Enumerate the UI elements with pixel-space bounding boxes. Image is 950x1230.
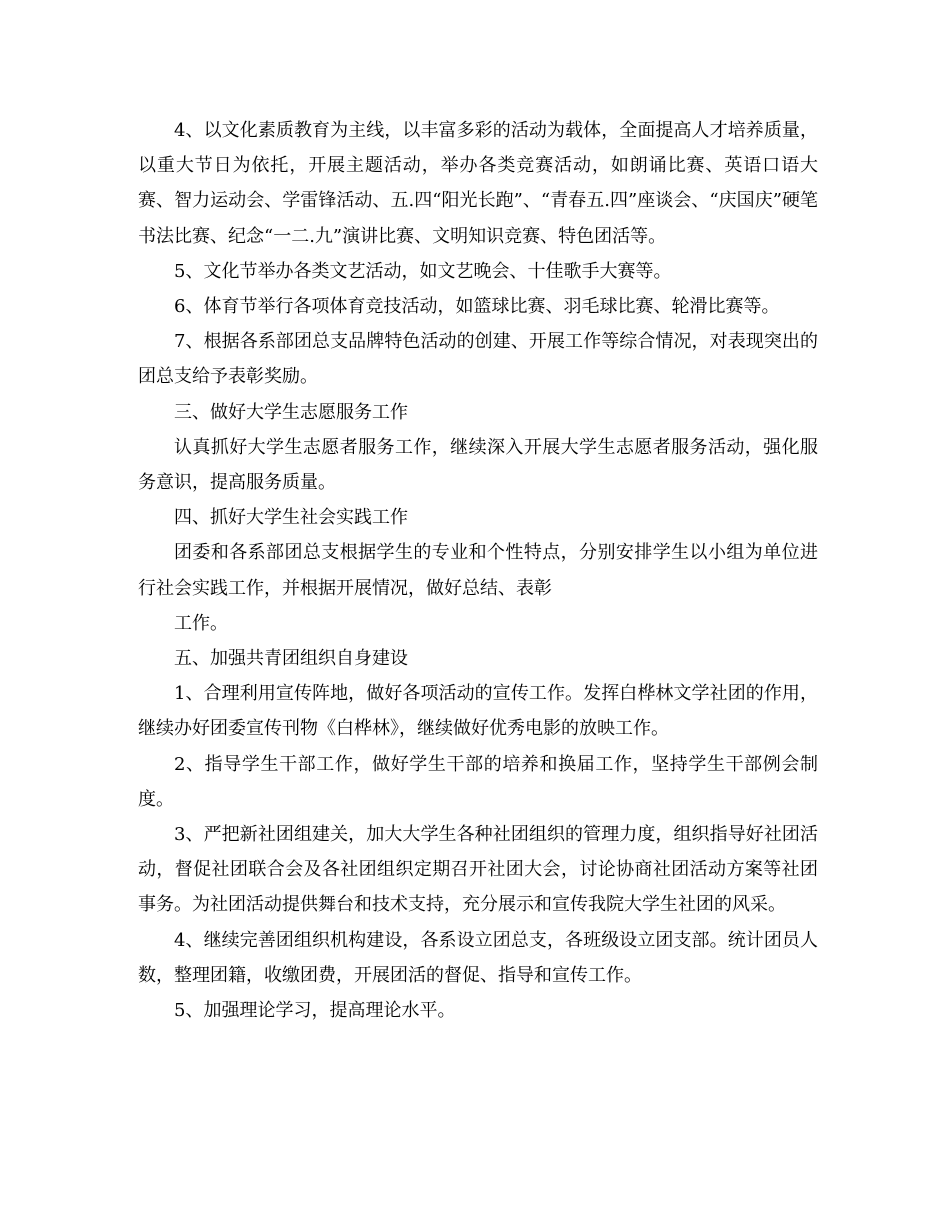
paragraph-social-practice: 团委和各系部团总支根据学生的专业和个性特点，分别安排学生以小组为单位进行社会实践工作，并根据开展情况，做好总结、表彰 bbox=[138, 542, 818, 599]
paragraph-item-1-publicity: 1、合理利用宣传阵地，做好各项活动的宣传工作。发挥白桦林文学社团的作用，继续办好团委宣传刊物《白桦林》，继续做好优秀电影的放映工作。 bbox=[138, 683, 818, 740]
paragraph-social-practice-continued: 工作。 bbox=[174, 612, 228, 634]
section-heading-social-practice: 四、抓好大学生社会实践工作 bbox=[174, 507, 408, 529]
paragraph-item-7-commendation: 7、根据各系部团总支品牌特色活动的创建、开展工作等综合情况，对表现突出的团总支给予表彰奖励。 bbox=[138, 331, 818, 388]
paragraph-item-2-student-cadres: 2、指导学生干部工作，做好学生干部的培养和换届工作，坚持学生干部例会制度。 bbox=[138, 753, 818, 810]
section-heading-volunteer-service: 三、做好大学生志愿服务工作 bbox=[174, 401, 408, 423]
paragraph-item-4-organization: 4、继续完善团组织机构建设，各系设立团总支，各班级设立团支部。统计团员人数，整理团籍，收缴团费，开展团活的督促、指导和宣传工作。 bbox=[138, 929, 818, 986]
document-body bbox=[138, 113, 818, 1028]
paragraph-volunteer-service: 认真抓好大学生志愿者服务工作，继续深入开展大学生志愿者服务活动，强化服务意识，提高服务质量。 bbox=[138, 436, 818, 494]
paragraph-item-4-cultural-education: 4、以文化素质教育为主线，以丰富多彩的活动为载体，全面提高人才培养质量，以重大节日为依托，开展主题活动，举办各类竞赛活动，如朗诵比赛、英语口语大赛、智力运动会、学雷锋活动、五.四“阳光长跑”、“青春五.四”座谈会、“庆国庆”硬笔书法比赛、纪念“一二.九”演讲比赛、文明知识竞赛、特色团活等。 bbox=[138, 120, 818, 247]
paragraph-item-3-societies: 3、严把新社团组建关，加大大学生各种社团组织的管理力度，组织指导好社团活动，督促社团联合会及各社团组织定期召开社团大会，讨论协商社团活动方案等社团事务。为社团活动提供舞台和技术支持，充分展示和宣传我院大学生社团的风采。 bbox=[138, 824, 818, 916]
section-heading-league-building: 五、加强共青团组织自身建设 bbox=[174, 648, 408, 670]
paragraph-item-5-theory-study: 5、加强理论学习，提高理论水平。 bbox=[174, 1000, 456, 1022]
paragraph-item-6-sports-festival: 6、体育节举行各项体育竞技活动，如篮球比赛、羽毛球比赛、轮滑比赛等。 bbox=[174, 296, 780, 318]
paragraph-item-5-culture-festival: 5、文化节举办各类文艺活动，如文艺晚会、十佳歌手大赛等。 bbox=[174, 260, 672, 282]
